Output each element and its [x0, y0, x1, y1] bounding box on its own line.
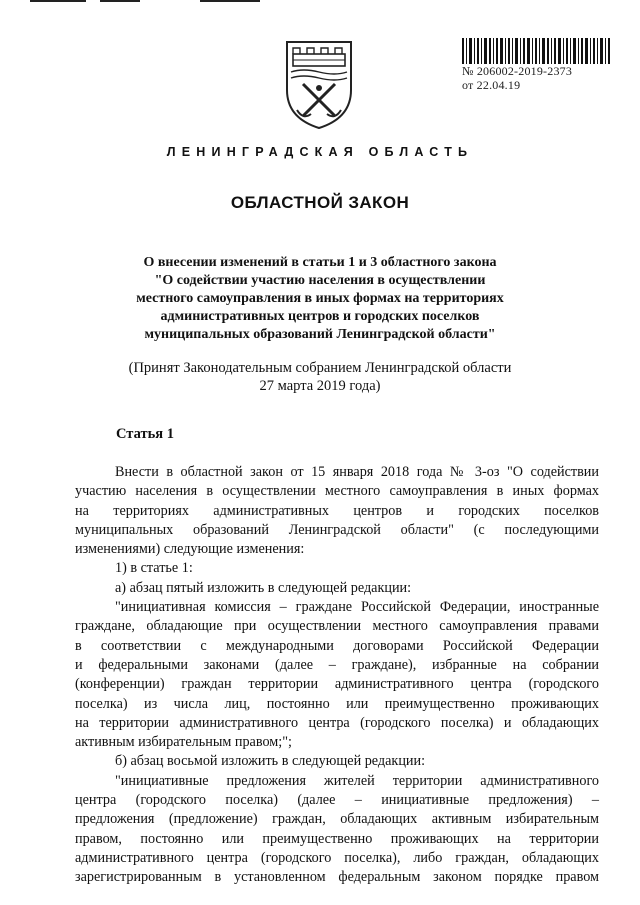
body-line: "инициативные предложения жителей территории административного	[115, 772, 599, 789]
document-type: ОБЛАСТНОЙ ЗАКОН	[230, 193, 410, 212]
region-name: ЛЕНИНГРАДСКАЯ ОБЛАСТЬ	[166, 145, 474, 159]
title-line: местного самоуправления в иных формах на территориях	[136, 291, 504, 306]
title-line: муниципальных образований Ленинградской области"	[144, 327, 496, 342]
body-line: Внести в областной закон от 15 января 2018 года № 3-оз "О содействии	[115, 464, 599, 480]
body-line: поселка) из числа лиц, постоянно или преимущественно проживающих	[75, 695, 599, 712]
body-line: а) абзац пятый изложить в следующей редакции:	[115, 579, 412, 596]
body-line: и федеральными законами (далее – граждане), избранные на собрании	[75, 656, 599, 673]
adoption-note	[60, 359, 580, 395]
registration-number: № 206002-2019-2373	[462, 64, 573, 78]
body-line: в соответствии с международными договорами Российской Федерации	[75, 637, 599, 654]
body-line: правом, постоянно или преимущественно проживающих на территории	[75, 830, 599, 847]
registration-block	[462, 38, 612, 92]
body-line: граждане, обладающие при осуществлении местного самоуправления правами	[75, 618, 599, 635]
body-line: предложения (предложение) граждан, обладающих активным избирательным	[75, 811, 599, 828]
registration-date: от 22.04.19	[462, 78, 521, 92]
body-line: (конференции) граждан территории административного центра (городского	[75, 676, 599, 693]
body-line: зарегистрированным в установленном федеральным законом порядке правом	[75, 869, 599, 886]
title-line: административных центров и городских поселков	[160, 309, 480, 324]
body-line: на территориях административных центров и городских поселков	[75, 502, 599, 519]
body-line: 1) в статье 1:	[115, 560, 193, 577]
body-line: центра (городского поселка) (далее – инициативные предложения) –	[75, 792, 599, 809]
body-line: на территории административного центра (городского поселка) и обладающих	[75, 714, 599, 731]
adoption-line: (Принят Законодательным собранием Ленинградской области	[128, 360, 512, 376]
article-heading: Статья 1	[116, 426, 174, 442]
law-title	[90, 254, 550, 344]
adoption-line: 27 марта 2019 года)	[259, 378, 381, 394]
body-line: активным избирательным правом;";	[75, 734, 292, 751]
title-line: "О содействии участию населения в осуществлении	[154, 273, 486, 288]
body-line: б) абзац восьмой изложить в следующей редакции:	[115, 753, 426, 770]
coat-of-arms-emblem	[283, 38, 355, 130]
body-line: участию населения в осуществлении местного самоуправления в иных формах	[75, 483, 599, 500]
title-line: О внесении изменений в статьи 1 и 3 областного закона	[143, 255, 497, 270]
body-line: изменениями) следующие изменения:	[75, 541, 305, 558]
scan-top-edge-marks	[0, 0, 640, 8]
body-line: административного центра (городского поселка), либо граждан, обладающих	[75, 849, 599, 866]
barcode	[462, 38, 610, 64]
body-line: "инициативная комиссия – граждане Российской Федерации, иностранные	[115, 599, 599, 616]
body-line: муниципальных образований Ленинградской области" (с последующими	[75, 521, 599, 538]
article-body	[75, 463, 599, 888]
